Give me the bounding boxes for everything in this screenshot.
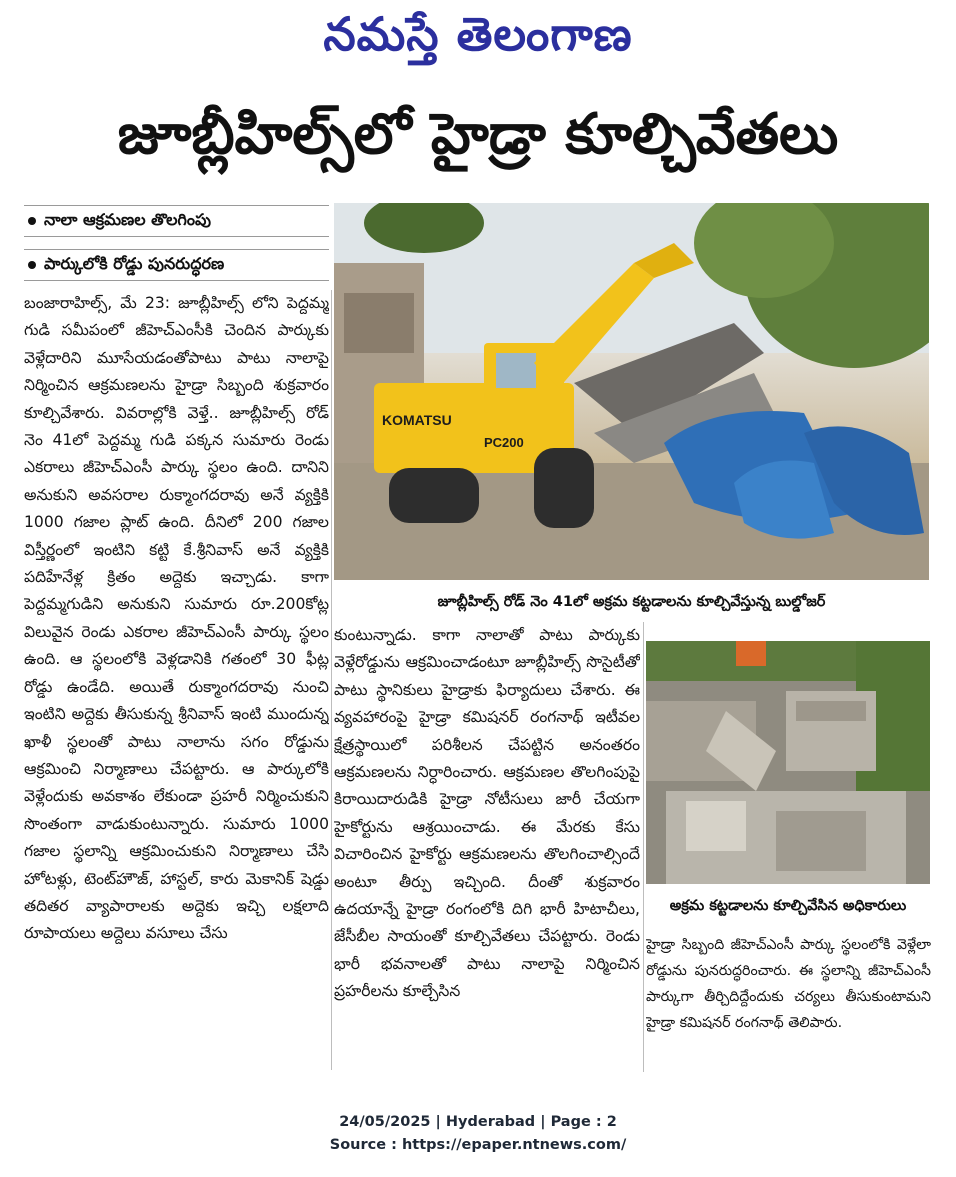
footer-source-line: Source : https://epaper.ntnews.com/ [329, 1137, 627, 1153]
article-headline [20, 96, 936, 186]
bullet-item [24, 205, 329, 237]
demolition-photo [334, 203, 929, 580]
column-divider [331, 290, 332, 1070]
aerial-photo-illustration [646, 641, 930, 884]
aerial-photo [646, 641, 930, 884]
side-photo-caption: అక్రమ కట్టడాలను కూల్చివేసిన అధికారులు [669, 898, 907, 914]
article-column-3 [646, 932, 931, 1072]
column-1-text: బంజారాహిల్స్, మే 23: జూబ్లీహిల్స్ లోని పెద్దమ్మ గుడి సమీపంలో జీహెచ్ఎంసీకి చెందిన పార్కుకు వెళ్లేదారిని మూసేయడంతోపాటు పాటు నాలాపై నిర్మించిన ఆక్రమణలను హైడ్రా సిబ్బంది శుక్రవారం కూల్చివేశారు. వివరాల్లోకి వెళ్తే.. జూబ్లీహిల్స్ రోడ్ నెం 41లో పెద్దమ్మ గుడి పక్కన సుమారు రెండు ఎకరాలు జీహెచ్ఎంసీ పార్కు స్థలం ఉంది. దానిని అనుకుని అవసరాల రుక్మాంగదరావు అనే వ్యక్తికి 1000 గజాల ప్లాట్ ఉంది. దీనిలో 200 గజాల విస్తీర్ణంలో ఇంటిని కట్టి కే.శ్రీనివాస్ అనే వ్యక్తికి పదిహేనేళ్ల క్రితం అద్దెకు ఇచ్చాడు. కాగా పెద్దమ్మగుడిని అనుకుని సుమారు రూ.200కోట్ల విలువైన రెండు ఎకరాల జీహెచ్ఎంసీ పార్కు స్థలం ఉంది. ఆ స్థలంలోకి వెళ్లడానికి గతంలో 30 ఫీట్ల రోడ్డు ఉండేది. అయితే రుక్మాంగదరావు నుంచి ఇంటిని అద్దెకు తీసుకున్న శ్రీనివాస్ ఇంటి ముందున్న ఖాళీ స్థలంతో పాటు నాలాను సగం రోడ్డును ఆక్రమించి నిర్మాణాలు చేపట్టారు. ఆ పార్కులోకి వెళ్లేందుకు అవకాశం లేకుండా ప్రహరీ నిర్మించుకుని సొంతంగా వాడుకుంటున్నారు. సుమారు 1000 గజాల స్థలాన్ని ఆక్రమించుకుని నిర్మాణాలు చేసి హోటళ్లు, టెంట్‌హౌజ్, హాస్టల్, కారు మెకానిక్ షెడ్డు తదితర వ్యాపారాలకు అద్దెకు ఇచ్చి లక్షలాది రూపాయలు అద్దెలు వసూలు చేసు [24, 294, 329, 943]
main-photo-caption: జూబ్లీహిల్స్ రోడ్ నెం 41లో అక్రమ కట్టడాలను కూల్చివేస్తున్న బుల్డోజర్ [437, 594, 826, 610]
excavator-brand-label: KOMATSU [382, 412, 452, 428]
bullet-text: నాలా ఆక్రమణల తొలగింపు [44, 209, 211, 229]
column-3-text: హైడ్రా సిబ్బంది జీహెచ్ఎంసీ పార్కు స్థలంలోకి వెళ్లేలా రోడ్డును పునరుద్ధరించారు. ఈ స్థలాన్ని జీహెచ్ఎంసీ పార్కుగా తీర్చిదిద్దేందుకు చర్యలు తీసుకుంటామని హైడ్రా కమిషనర్ రంగనాథ్ తెలిపారు. [646, 937, 931, 1031]
bullet-dot-icon [28, 261, 36, 269]
excavator-model-label: PC200 [484, 435, 524, 450]
bullet-item [24, 249, 329, 281]
newspaper-masthead [0, 0, 956, 80]
bullet-text: పార్కులోకి రోడ్డు పునరుద్ధరణ [44, 253, 225, 273]
subhead-bullets [24, 205, 329, 293]
footer-date-line: 24/05/2025 | Hyderabad | Page : 2 [339, 1114, 617, 1130]
masthead-title: నమస్తే తెలంగాణ [323, 7, 633, 61]
demolition-photo-illustration [334, 203, 929, 580]
article-column-1 [24, 290, 329, 1065]
article-column-2 [334, 622, 640, 1072]
headline-text: జూబ్లీహిల్స్‌లో హైడ్రా కూల్చివేతలు [117, 101, 839, 167]
column-divider [643, 622, 644, 1072]
bullet-dot-icon [28, 217, 36, 225]
column-2-text: కుంటున్నాడు. కాగా నాలాతో పాటు పార్కుకు వెళ్లేరోడ్డును ఆక్రమించాడంటూ జూబ్లీహిల్స్ సొసైటీతో పాటు స్థానికులు హైడ్రాకు ఫిర్యాదులు చేశారు. ఈ వ్యవహారంపై హైడ్రా కమిషనర్ రంగనాథ్ ఇటీవల క్షేత్రస్థాయిలో పరిశీలన చేపట్టిన అనంతరం ఆక్రమణలను నిర్ధారించారు. ఆక్రమణల తొలగింపుపై కిరాయిదారుడికి హైడ్రా నోటీసులు జారీ చేయగా హైకోర్టును ఆశ్రయించాడు. ఈ మేరకు కేసు విచారించిన హైకోర్టు ఆక్రమణలను తొలగించాల్సిందే అంటూ తీర్పు ఇచ్చింది. దీంతో శుక్రవారం ఉదయాన్నే హైడ్రా రంగంలోకి దిగి భారీ హిటాచీలు, జేసీబీల సాయంతో కూల్చివేతలు చేపట్టారు. రెండు భారీ భవనాలతో పాటు నాలాపై నిర్మించిన ప్రహరీలను కూల్చేసిన [334, 626, 640, 1001]
